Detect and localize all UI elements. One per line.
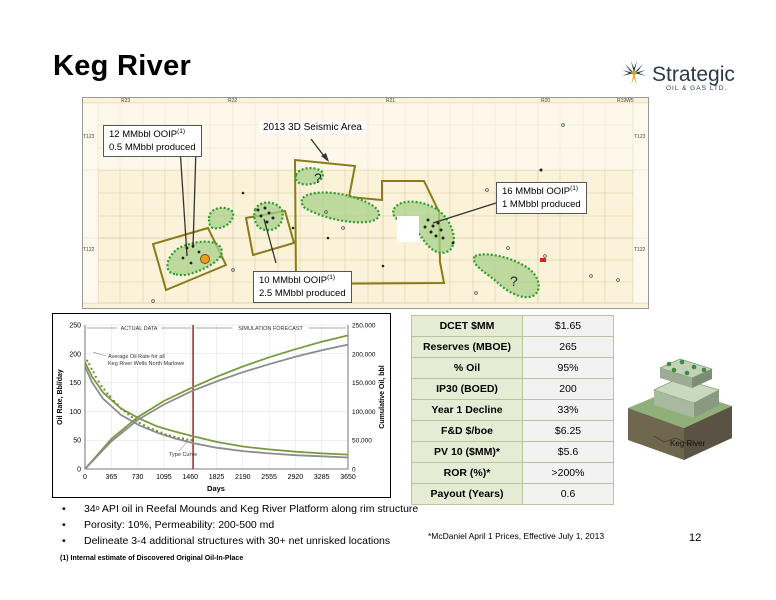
y-left-tick-label: 200 — [69, 351, 81, 359]
degree-superscript: o — [95, 505, 100, 512]
type-curve-annotation: Type Curve — [169, 452, 198, 458]
x-axis-label: Days — [207, 484, 225, 493]
reef-mound-3 — [254, 203, 282, 231]
range-label: R23 — [121, 98, 131, 104]
actual-data-point — [86, 360, 88, 362]
producing-well-icon — [201, 255, 210, 264]
actual-data-point — [95, 376, 97, 378]
logo-subtitle: OIL & GAS LTD. — [666, 85, 728, 92]
actual-data-point — [124, 410, 126, 412]
metric-row — [412, 484, 614, 505]
actual-data-point — [113, 400, 115, 402]
ooip-footnote: (1) Internal estimate of Discovered Original Oil-In-Place — [60, 555, 244, 562]
actual-data-point — [106, 393, 108, 395]
metric-value: $6.25 — [523, 421, 614, 442]
simulation-forecast-label: SIMULATION FORECAST — [238, 326, 303, 332]
question-mark: ? — [510, 273, 518, 289]
actual-data-point — [109, 395, 111, 397]
township-label: T122 — [634, 247, 646, 253]
actual-data-point — [120, 408, 122, 410]
y-right-tick-label: 100,000 — [352, 408, 376, 416]
x-tick-label: 730 — [131, 474, 144, 481]
actual-data-point — [139, 422, 141, 424]
metric-label: Reserves (MBOE) — [412, 337, 523, 358]
land-map — [82, 97, 649, 309]
metric-label: IP30 (BOED) — [412, 379, 523, 400]
metric-label: Year 1 Decline — [412, 400, 523, 421]
x-tick-label: 1825 — [208, 474, 225, 481]
range-label: R19W5 — [617, 98, 634, 104]
actual-data-point — [152, 428, 154, 430]
actual-data-point — [186, 439, 188, 441]
actual-data-label: ACTUAL DATA — [120, 326, 158, 332]
y-left-tick-label: 50 — [73, 437, 81, 445]
actual-data-point — [147, 427, 149, 429]
production-chart-svg — [53, 314, 390, 497]
callout-east — [496, 182, 587, 214]
actual-data-point — [173, 436, 175, 438]
actual-data-point — [93, 371, 95, 373]
actual-data-point — [127, 413, 129, 415]
economics-table — [411, 315, 614, 505]
metric-label: PV 10 ($MM)* — [412, 442, 523, 463]
callout-ooip: 10 MMbbl OOIP — [259, 275, 328, 286]
platform-diagram-icon — [624, 348, 736, 466]
actual-data-point — [88, 363, 90, 365]
production-chart — [52, 313, 391, 498]
bullet-text: Delineate 3-4 additional structures with 30+ net unrisked locations — [84, 535, 391, 547]
callout-footnote-ref: (1) — [327, 274, 336, 281]
metric-row — [412, 316, 614, 337]
callout-ooip: 16 MMbbl OOIP — [502, 186, 571, 197]
metric-value: 0.6 — [523, 484, 614, 505]
x-tick-label: 3285 — [313, 474, 330, 481]
avg-rate-annotation-line2: Keg River Wells North Marlowe — [108, 361, 185, 367]
reef-mound-2 — [209, 208, 233, 229]
y-left-tick-label: 0 — [77, 466, 81, 474]
seismic-gap — [397, 216, 419, 242]
actual-data-point — [165, 433, 167, 435]
bullet-text: API oil in Reefal Mounds and Keg River Platform along rim structure — [99, 503, 419, 515]
metric-value: 95% — [523, 358, 614, 379]
actual-data-point — [160, 432, 162, 434]
callout-produced: 1 MMbbl produced — [502, 199, 581, 210]
callout-produced: 2.5 MMbbl produced — [259, 288, 346, 299]
x-tick-label: 3650 — [340, 474, 356, 481]
metric-label: F&D $/boe — [412, 421, 523, 442]
platform-label: Keg River — [670, 439, 706, 448]
actual-data-point — [116, 403, 118, 405]
bullet-item — [62, 517, 418, 533]
metric-label: ROR (%)* — [412, 463, 523, 484]
y-right-tick-label: 150,000 — [352, 380, 376, 388]
metric-row — [412, 442, 614, 463]
range-label: R20 — [541, 98, 551, 104]
x-tick-label: 0 — [83, 474, 87, 481]
actual-data-point — [131, 416, 133, 418]
actual-data-point — [103, 389, 105, 391]
metric-label: DCET $MM — [412, 316, 523, 337]
actual-data-point — [101, 385, 103, 387]
metric-row — [412, 337, 614, 358]
metric-row — [412, 379, 614, 400]
actual-data-point — [182, 437, 184, 439]
metric-value: >200% — [523, 463, 614, 484]
township-label: T123 — [634, 134, 646, 140]
seismic-area-label: 2013 3D Seismic Area — [259, 121, 366, 134]
metric-row — [412, 358, 614, 379]
bullet-text: 34 — [84, 503, 96, 515]
metric-row — [412, 421, 614, 442]
y-right-tick-label: 0 — [352, 466, 356, 474]
x-tick-label: 1460 — [182, 474, 198, 481]
actual-data-point — [156, 430, 158, 432]
avg-rate-annotation-line1: Average Oil Rate for all — [108, 354, 165, 360]
y-left-tick-label: 150 — [69, 380, 81, 388]
y-right-tick-label: 50,000 — [352, 437, 372, 445]
actual-data-point — [143, 424, 145, 426]
x-tick-label: 1095 — [156, 474, 172, 481]
reef-mound-7 — [474, 254, 539, 297]
callout-produced: 0.5 MMbbl produced — [109, 142, 196, 153]
range-label: R22 — [228, 98, 238, 104]
actual-data-point — [98, 380, 100, 382]
callout-ooip: 12 MMbbl OOIP — [109, 129, 178, 140]
logo-name: Strategic — [652, 63, 735, 86]
actual-data-point — [169, 435, 171, 437]
township-label: T122 — [83, 247, 95, 253]
well-marker-red — [540, 258, 546, 262]
bullet-item — [62, 501, 418, 517]
y-right-tick-label: 250,000 — [352, 322, 376, 330]
actual-data-point — [134, 418, 136, 420]
township-label: T123 — [83, 134, 95, 140]
type-curve-leader — [179, 442, 187, 451]
y-right-tick-label: 200,000 — [352, 351, 376, 359]
metric-label: % Oil — [412, 358, 523, 379]
y-left-tick-label: 250 — [69, 322, 81, 330]
y-left-tick-label: 100 — [69, 408, 81, 416]
bullet-item — [62, 533, 418, 549]
metric-value: 265 — [523, 337, 614, 358]
metric-row — [412, 463, 614, 484]
callout-footnote-ref: (1) — [570, 185, 579, 192]
x-tick-label: 365 — [105, 474, 118, 481]
actual-data-point — [90, 368, 92, 370]
question-mark: ? — [314, 170, 322, 186]
metric-row — [412, 400, 614, 421]
metric-value: $1.65 — [523, 316, 614, 337]
bullet-text: Porosity: 10%, Permeability: 200-500 md — [84, 519, 275, 531]
metric-label: Payout (Years) — [412, 484, 523, 505]
actual-data-point — [191, 439, 193, 441]
y-left-axis-label: Oil Rate, Bbl/day — [57, 369, 64, 425]
metric-value: 200 — [523, 379, 614, 400]
page-title: Keg River — [53, 50, 192, 82]
metric-value: $5.6 — [523, 442, 614, 463]
callout-west — [103, 125, 202, 157]
callout-central — [253, 271, 352, 303]
y-right-axis-label: Cumulative Oil, bbl — [379, 365, 386, 429]
metric-value: 33% — [523, 400, 614, 421]
range-label: R21 — [386, 98, 396, 104]
bullet-list — [62, 501, 418, 549]
x-tick-label: 2555 — [261, 474, 277, 481]
x-tick-label: 2920 — [287, 474, 304, 481]
reef-mound-5 — [302, 193, 379, 223]
x-tick-label: 2190 — [235, 474, 251, 481]
page-number: 12 — [689, 532, 702, 544]
actual-data-point — [178, 437, 180, 439]
price-footnote: *McDaniel April 1 Prices, Effective July 1, 2013 — [428, 531, 605, 541]
callout-footnote-ref: (1) — [177, 128, 186, 135]
